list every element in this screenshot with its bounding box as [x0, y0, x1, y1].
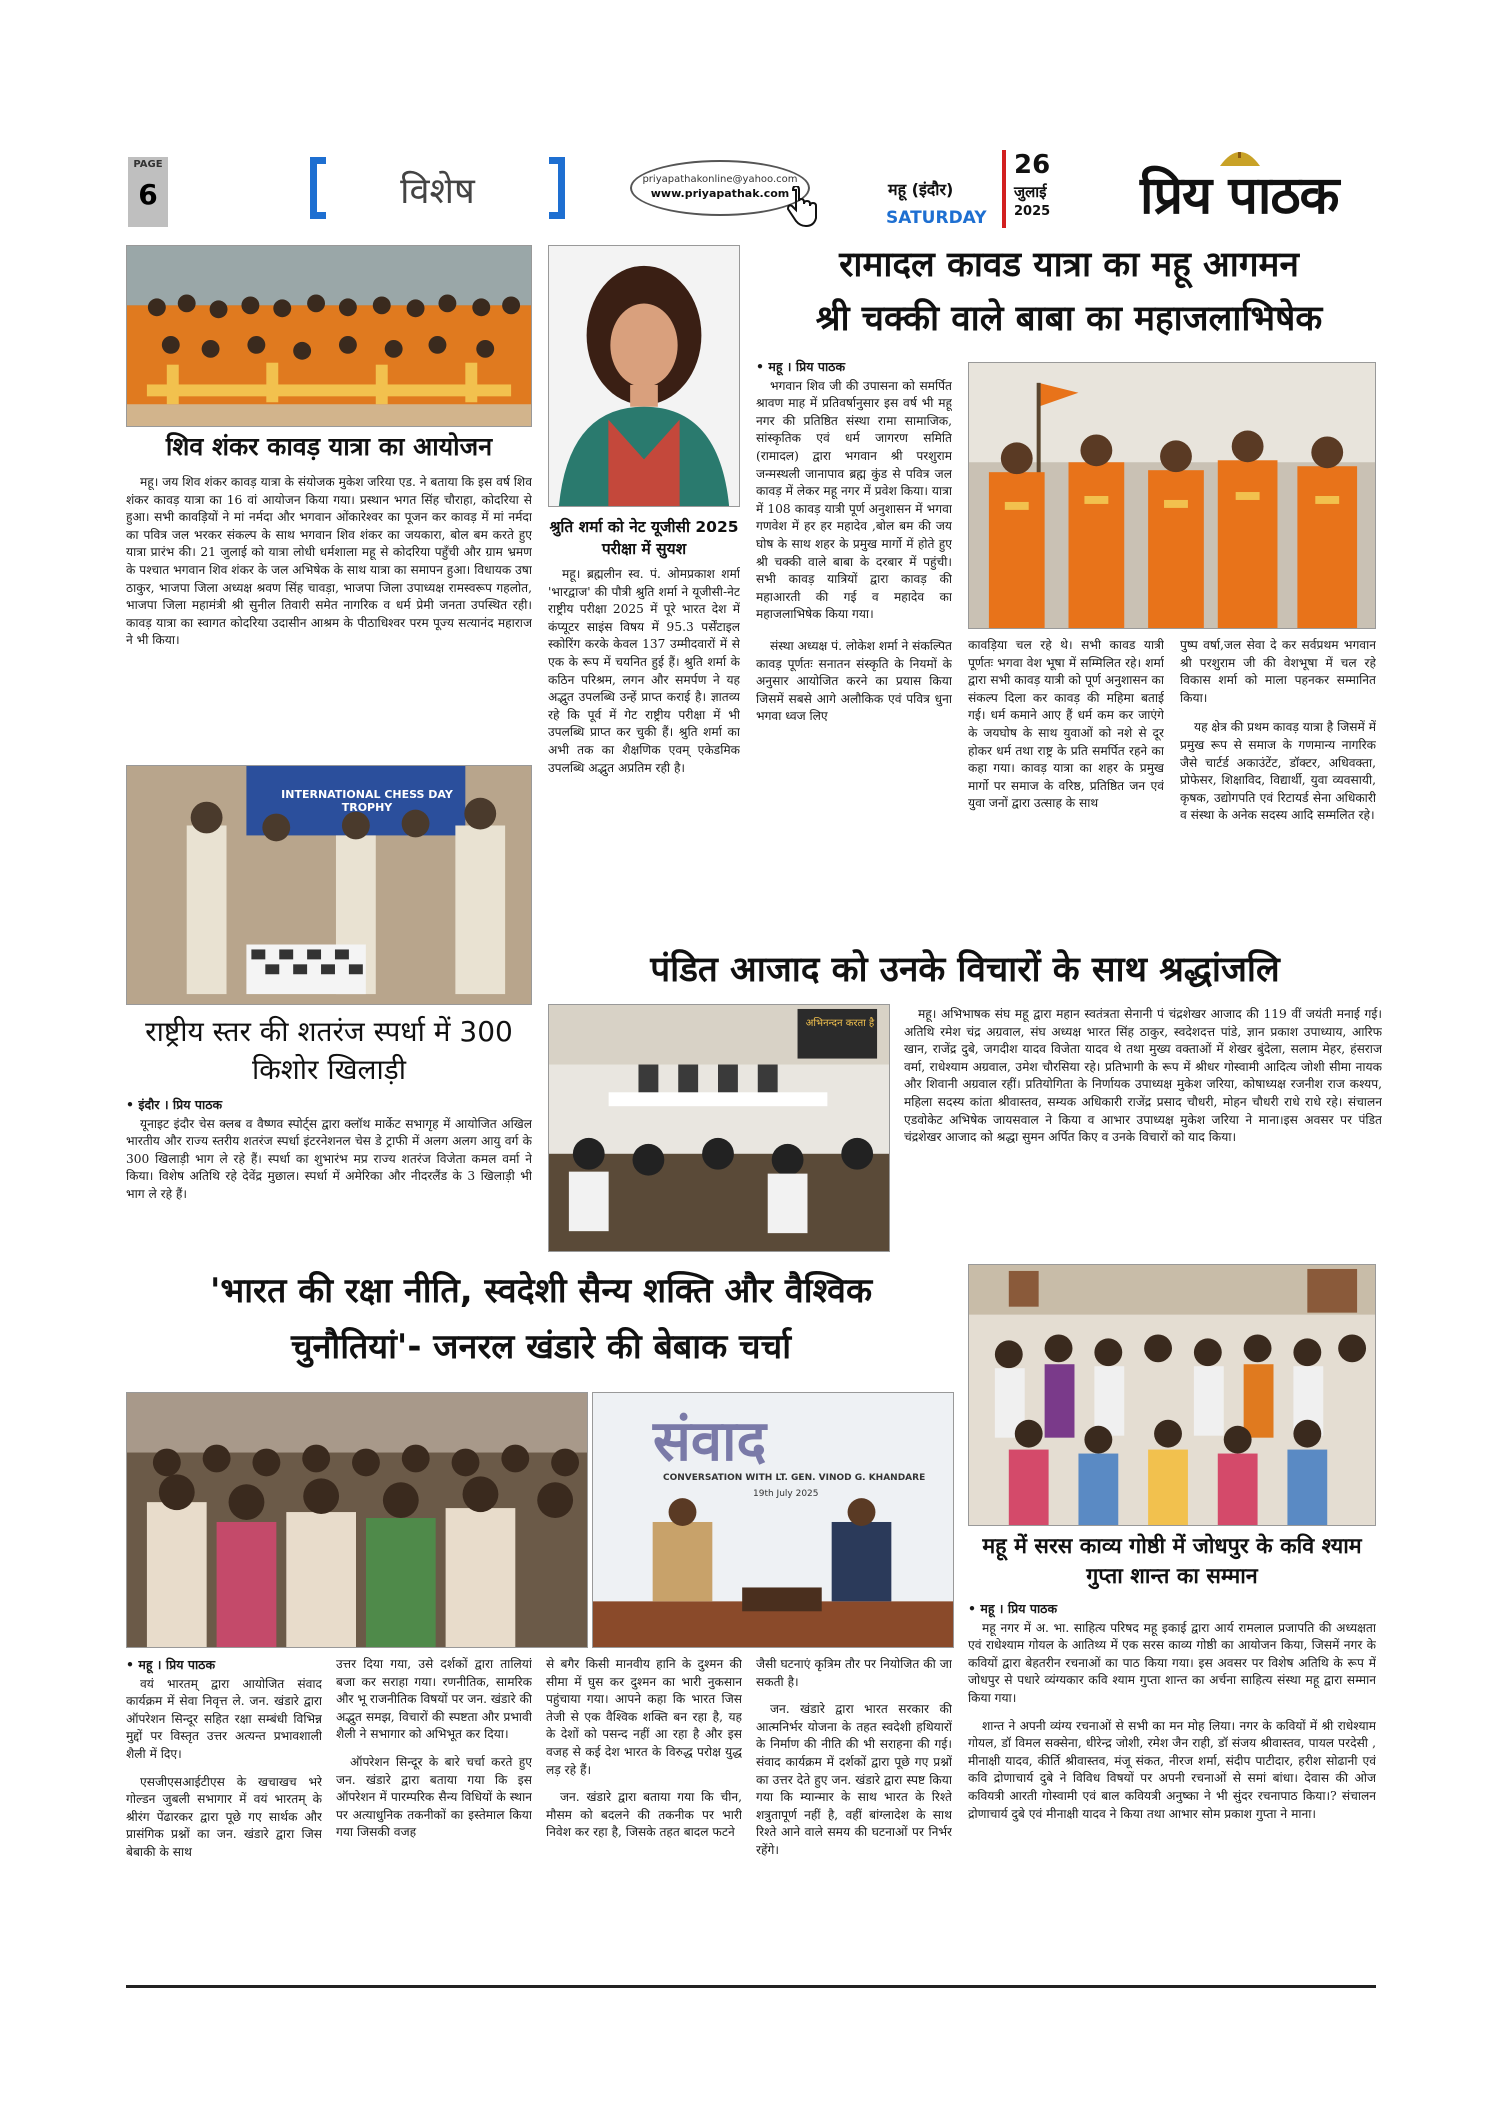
kavya-body [968, 1600, 1376, 1978]
kavya-group-photo [968, 1264, 1376, 1526]
ramadal-col1 [756, 358, 952, 936]
samvad-stage-photo [592, 1392, 954, 1648]
shruti-headline: श्रुति शर्मा को नेट यूजीसी 2025 परीक्षा में सुयश [549, 518, 739, 558]
kawad-body [126, 474, 532, 752]
ramadal-paragraph-4: पुष्प वर्षा,जल सेवा दे कर सर्वप्रथम भगवान श्री परशुराम जी की वेशभूषा में चल रहे विकास शर्मा को माला पहनकर सम्मानित किया। [1180, 638, 1376, 705]
kawad-group-photo [126, 245, 532, 427]
chess-paragraph: यूनाइट इंदौर चेस क्लब व वैष्णव स्पोर्ट्स द्वारा क्लॉथ मार्केट सभागृह में आयोजित अखिल भारतीय और राज्य स्तरीय शतरंज स्पर्धा इंटरनेशनल चेस डे ट्राफी में अलग अलग आयु वर्ग के 300 खिलाड़ी भाग ले रहे हैं। स्पर्धा का शुभारंभ मप्र राज्य शतरंज विजेता कमल वर्मा ने किया। विशेष अतिथि रहे देवेंद्र मुछाल। स्पर्धा में अमेरिका और नीदरलैंड के 3 खिलाड़ी भी भाग ले रहे हैं। [126, 1116, 532, 1201]
newspaper-logo [1140, 158, 1380, 230]
shruti-paragraph: महू। ब्रह्मलीन स्व. पं. ओमप्रकाश शर्मा 'भारद्वाज' की पौत्री श्रुति शर्मा ने यूजीसी-नेट राष्ट्रीय परीक्षा 2025 में पूरे भारत देश में कंप्यूटर साइंस विषय में 95.3 पर्सेंटाइल स्कोरिंग करके केवल 137 उम्मीदवारों में से एक के रूप में चयनित हुई हैं। श्रुति शर्मा के कठिन परिश्रम, लगन और समर्पण ने यह अद्भुत उपलब्धि उन्हें प्राप्त कराई है। ज्ञातव्य रहे कि पूर्व में गेट राष्ट्रीय परीक्षा में भी उपलब्धि प्राप्त कर चुकी हैं। श्रुति शर्मा का अभी तक का शैक्षणिक एवम् एकेडमिक उपलब्धि अद्भुत अप्रतिम रही है। [548, 567, 740, 775]
dateline-divider [1002, 150, 1006, 228]
defence-byline: • महू । प्रिय पाठक [126, 1657, 216, 1672]
kavya-headline: महू में सरस काव्य गोष्ठी में जोधपुर के कवि श्याम गुप्ता शान्त का सम्मान [982, 1534, 1362, 1589]
defence-col4 [756, 1656, 952, 1974]
kavya-paragraph-1: महू नगर में अ. भा. साहित्य परिषद महू इकाई द्वारा आर्य रामलाल प्रजापति की अध्यक्षता एवं राधेश्याम गोयल के आतिथ्य में एक सरस काव्य गोष्ठी का आयोजन किया, जिसमें नगर के कवियों द्वारा बेहतरीन रचनाओं का पाठ किया गया। इस अवसर पर विशेष अतिथि के रूप में जोधपुर से पधारे व्यंग्यकार कवि श्याम गुप्ता शान्त का अर्चना साहित्य संस्था महू द्वारा सम्मान किया गया। [968, 1620, 1376, 1705]
contact-oval [630, 160, 810, 216]
dateline-date: 26 [1014, 150, 1051, 180]
defence-paragraph-1: वयं भारतम् द्वारा आयोजित संवाद कार्यक्रम में सेवा निवृत्त ले. जन. खंडारे द्वारा ऑपरेशन सिन्दूर सहित रक्षा सम्बंधी विभिन्न मुद्दों पर विस्तृत उत्तर अत्यन्त प्रभावशाली शैली में दिए। [126, 1676, 322, 1761]
ramadal-paragraph-3: कावड़िया चल रहे थे। सभी कावड यात्री पूर्णतः भगवा वेश भूषा में सम्मिलित रहे। शर्मा द्वारा सभी कावड़ यात्री को पूर्ण अनुशासन का संकल्प दिला कर कावड़ की महिमा बताई गई। धर्म कमाने आए हैं धर्म कम कर जाएंगे के जयघोष के साथ युवाओं को नशे से दूर होकर धर्म तथा राष्ट्र के प्रति समर्पित रहने का कहा गया। कावड़ यात्रा का शहर के प्रमुख मार्गो पर समाज के वरिष्ठ, प्रतिष्ठित जन एवं युवा जनों द्वारा उत्साह के साथ [968, 638, 1164, 811]
chess-headline: राष्ट्रीय स्तर की शतरंज स्पर्धा में 300 किशोर खिलाड़ी [145, 1015, 513, 1086]
kawad-paragraph: महू। जय शिव शंकर कावड़ यात्रा के संयोजक मुकेश जरिया एड. ने बताया कि इस वर्ष शिव शंकर कावड़ यात्रा का 16 वां आयोजन किया गया। प्रस्थान भगत सिंह चौराहा, कोदरिया से हुआ। सभी कावड़ियों ने मां नर्मदा और भगवान ओंकारेश्वर का पूजन कर कावड़ में मां नर्मदा का पवित्र जल भरकर संकल्प के साथ भगवान शिव शंकर का जयकारा, बोल बम करते हुए यात्रा प्रारंभ की। 21 जुलाई को यात्रा लोधी धर्मशाला महू से कोदरिया पहुँची और ग्राम भ्रमण के पश्चात भगवान शिव शंकर के जल अभिषेक के साथ यात्रा का समापन हुआ। विधायक उषा ठाकुर, भाजपा जिला अध्यक्ष श्रवण सिंह चावड़ा, भाजपा जिला उपाध्यक्ष रामस्वरूप गहलोत, भाजपा जिला महामंत्री श्री सुनील तिवारी समेत नागरिक व धर्म प्रेमी जनता उपस्थित रही। कावड़ यात्रा का स्वागत कोदरिया उदासीन आश्रम के पीठाधिश्वर परम पूज्य सत्यानंद महाराज ने भी किया। [126, 475, 532, 648]
samvad-date: 19th July 2025 [753, 1489, 819, 1499]
defence-paragraph-6: जन. खंडारे द्वारा बताया गया कि चीन, मौसम को बदलने की तकनीक पर भारी निवेश कर रहा है, जिसके तहत बादल फटने [546, 1790, 742, 1840]
defence-paragraph-4: ऑपरेशन सिन्दूर के बारे चर्चा करते हुए जन. खंडारे द्वारा बताया गया कि इस ऑपरेशन में पारम्परिक सैन्य विधियों के स्थान पर अत्याधुनिक तकनीकों का इस्तेमाल किया गया जिसकी वजह [336, 1754, 532, 1840]
pointing-hand-icon [786, 186, 820, 228]
ramadal-headline-line1: रामादल कावड यात्रा का महू आगमन [839, 245, 1299, 285]
defence-audience-photo [126, 1392, 588, 1648]
dateline-day: SATURDAY [886, 208, 987, 228]
ramadal-headline-line2: श्री चक्की वाले बाबा का महाजलाभिषेक [815, 299, 1323, 339]
samvad-title: संवाद [653, 1409, 767, 1474]
kavya-byline: • महू । प्रिय पाठक [968, 1601, 1058, 1616]
chess-event-photo [126, 765, 532, 1005]
temple-dome-icon [1218, 152, 1262, 166]
defence-paragraph-8: जन. खंडारे द्वारा भारत सरकार की आत्मनिर्भर योजना के तहत स्वदेशी हथियारों के निर्माण की नीति की भी सराहना की गई। संवाद कार्यक्रम में दर्शकों द्वारा पूछे गए प्रश्नों का उत्तर देते हुए जन. खंडारे द्वारा स्पष्ट किया गया कि म्यान्मार के साथ भारत के रिश्ते शत्रुतापूर्ण नहीं है, वहीं बांग्लादेश के साथ रिश्ते आने वाले समय की घटनाओं पर निर्भर रहेंगे। [756, 1702, 952, 1857]
samvad-subtitle: CONVERSATION WITH LT. GEN. VINOD G. KHANDARE [663, 1473, 926, 1483]
section-title: विशेष [400, 171, 475, 212]
chess-banner-text: INTERNATIONAL CHESS DAY TROPHY [281, 788, 453, 814]
chess-body [126, 1096, 532, 1256]
azad-event-photo [548, 1004, 890, 1252]
kawad-headline: शिव शंकर कावड़ यात्रा का आयोजन [165, 432, 493, 461]
defence-paragraph-3: उत्तर दिया गया, उसे दर्शकों द्वारा तालियां बजा कर सराहा गया। रणनीतिक, सामरिक और भू राजनीतिक विषयों पर जन. खंडारे की अद्भुत समझ, विचारों की स्पष्टता और प्रभावी शैली ने सभागार को अभिभूत कर दिया। [336, 1657, 532, 1742]
ramadal-paragraph-5: यह क्षेत्र की प्रथम कावड़ यात्रा है जिसमें में प्रमुख रूप से समाज के गणमान्य नागरिक जैसे चार्टर्ड अकाउंटेंट, डॉक्टर, अधिवक्ता, प्रोफेसर, शिक्षाविद, विद्यार्थी, युवा व्यवसायी, कृषक, उद्योगपति एवं रिटायर्ड सेना अधिकारी व संस्था के अनेक सदस्य आदि सम्मलित रहे। [1180, 720, 1376, 823]
page-number-badge [128, 157, 168, 227]
section-header [310, 157, 565, 219]
ramadal-paragraph-2: संस्था अध्यक्ष पं. लोकेश शर्मा ने संकल्पित कावड़ पूर्णतः सनातन संस्कृति के नियमों के अनुसार आयोजित करने का प्रयास किया जिसमें सबसे आगे अलौकिक एवं पवित्र धुना भगवा ध्वज लिए [756, 638, 952, 724]
ramadal-byline: • महू । प्रिय पाठक [756, 359, 846, 374]
defence-headline-line1: 'भारत की रक्षा नीति, स्वदेशी सैन्य शक्ति और वैश्विक [209, 1271, 873, 1311]
defence-paragraph-5: से बगैर किसी मानवीय हानि के दुश्मन की सीमा में घुस कर दुश्मन का भारी नुकसान पहुंचाया गया। आपने कहा कि भारत जिस तेजी से एक वैश्विक शक्ति बन रहा है, यह के देशों को पसन्द नहीं आ रहा है और इस वजह से कई देश भारत के विरुद्ध परोक्ष युद्ध लड़ रहे हैं। [546, 1657, 742, 1777]
chess-byline: • इंदौर । प्रिय पाठक [126, 1097, 223, 1112]
defence-col3 [546, 1656, 742, 1974]
contact-website[interactable]: www.priyapathak.com [650, 187, 790, 200]
page-label: PAGE [133, 159, 163, 170]
azad-paragraph: महू। अभिभाषक संघ महू द्वारा महान स्वतंत्रता सेनानी पं चंद्रशेखर आजाद की 119 वीं जयंती मनाई गई। अतिथि रमेश चंद्र अग्रवाल, संघ अध्यक्ष भारत सिंह ठाकुर, स्वदेशदत्त पांडे, ज्ञान प्रकाश उपाध्याय, आरिफ खान, राजेंद्र दुबे, जगदीश यादव विजेता यादव थे तथा मुख्य वक्ताओं में शेखर बुंदेला, सलाम मेहर, हंसराज वर्मा, राधेश्याम अग्रवाल, उमेश चौरसिया रहे। प्रतिभागी के रूप में श्रीधर गोस्वामी आदित्य जोशी सीमा नायक और शिवानी अग्रवाल रहीं। प्रतियोगिता के निर्णायक उपाध्यक्ष मुकेश जरिया, कोषाध्यक्ष रजनीश राज कश्यप, महिला सदस्य कांता श्रीवास्तव, सम्यक अधिकारी राजेंद्र प्रसाद चौधरी, मोहन चौधरी राधे राधे रहे। संचालन एडवोकेट अभिषेक जायसवाल ने किया व आभार उपाध्यक्ष मुकेश जरिया ने माना।इस अवसर पर पंडित चंद्रशेखर आजाद को श्रद्धा सुमन अर्पित किए व उनके विचारों को याद किया। [904, 1007, 1382, 1145]
defence-col2 [336, 1656, 532, 1974]
defence-paragraph-7: जैसी घटनाएं कृत्रिम तौर पर नियोजित की जा सकती है। [756, 1657, 952, 1689]
defence-headline-line2: चुनौतियां'- जनरल खंडारे की बेबाक चर्चा [290, 1327, 792, 1367]
bottom-rule [126, 1985, 1376, 1988]
ramadal-col2 [968, 637, 1164, 937]
shruti-body [548, 566, 740, 936]
azad-banner-text: अभिनन्दन करता है [805, 1018, 875, 1029]
dateline-city: महू (इंदौर) [888, 180, 954, 199]
defence-paragraph-2: एसजीएसआईटीएस के खचाखच भरे गोल्डन जुबली सभागार में वयं भारतम् के श्रीरंग पेंढारकर द्वारा पूछे गए सार्थक और प्रासंगिक प्रश्नों का जन. खंडारे द्वारा जिस बेबाकी के साथ [126, 1774, 322, 1859]
dateline-year: 2025 [1014, 204, 1051, 219]
ramadal-procession-photo [968, 362, 1376, 629]
newspaper-name: प्रिय पाठक [1140, 166, 1339, 226]
dateline-month: जुलाई [1014, 183, 1047, 201]
kavya-paragraph-2: शान्त ने अपनी व्यंग्य रचनाओं से सभी का मन मोह लिया। नगर के कवियों में श्री राधेश्याम गोयल, डॉ विमल सक्सेना, धीरेन्द्र जोशी, रमेश जैन राही, डॉ संजय श्रीवास्तव, पायल परदेसी , मीनाक्षी यादव, कीर्ति श्रीवास्तव, मंजू संकत, नीरज शर्मा, संदीप पाटीदार, हरीश सोढानी एवं कवि द्रोणाचार्य दुबे ने विविध विषयों पर अपनी रचनाओं से समां बांधा। देवास की ओज कवियत्री आरती गोस्वामी एवं बाल कवियत्री अनुष्का ने भी सुंदर रचनापाठ किया।? संचालन द्रोणाचार्य दुबे एवं मीनाक्षी यादव ने किया तथा आभार सोम प्रकाश गुप्ता ने माना। [968, 1718, 1376, 1821]
right-bracket [549, 157, 565, 219]
ramadal-paragraph-1: भगवान शिव जी की उपासना को समर्पित श्रावण माह में प्रतिवर्षानुसार इस वर्ष भी महू नगर की प्रतिष्ठित संस्था रामा सामाजिक, सांस्कृतिक एवं धर्म जागरण समिति (रामादल) द्वारा भगवान श्री परशुराम जन्मस्थली जानापाव ब्रह्म कुंड से पवित्र जल कावड़ में लेकर महू नगर में प्रवेश किया। यात्रा में 108 कावड़ यात्री पूर्ण अनुशासन में भगवा गणवेश में हर हर महादेव ,बोल बम की जय घोष के साथ शहर के प्रमुख मार्गो में होते हुए श्री चक्की वाले बाबा के दरबार में पहुंची। सभी कावड़ यात्रियों द्वारा कावड़ की महाआरती की गई व महादेव का महाजलाभिषेक किया गया। [756, 378, 952, 622]
page-number: 6 [138, 178, 158, 211]
shruti-portrait-photo [548, 245, 740, 507]
ramadal-col3 [1180, 637, 1376, 937]
dateline [880, 150, 1070, 228]
defence-col1 [126, 1656, 322, 1974]
contact-email[interactable]: priyapathakonline@yahoo.com [642, 174, 798, 185]
azad-body [904, 1006, 1382, 1252]
azad-headline: पंडित आजाद को उनके विचारों के साथ श्रद्धांजलि [650, 950, 1280, 990]
